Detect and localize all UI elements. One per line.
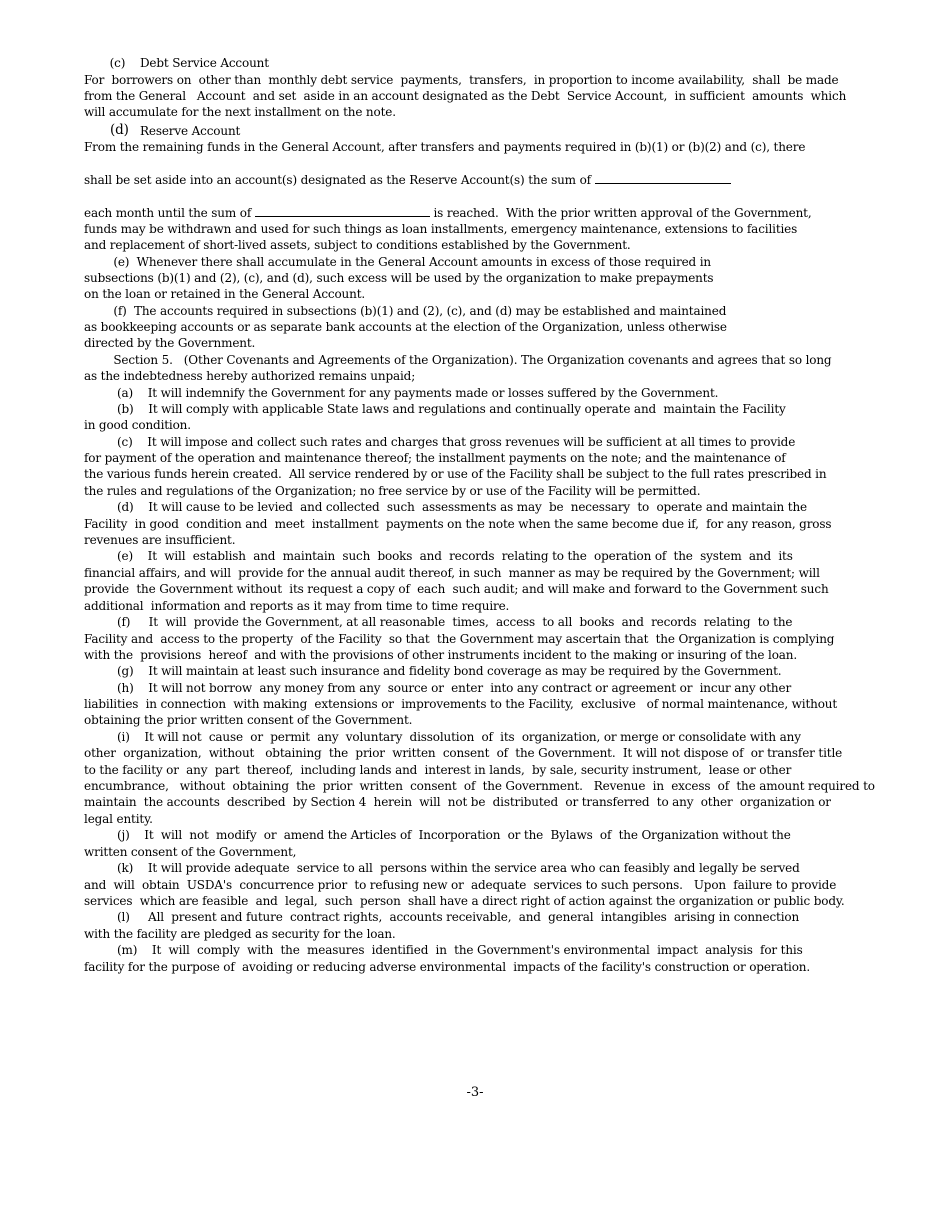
heading-reserve-account: Reserve Account — [140, 124, 241, 138]
text-line: in good condition. — [84, 418, 191, 432]
text-line: (a) It will indemnify the Government for any payments made or losses suffered by the Government. — [84, 386, 719, 400]
page-number: -3- — [466, 1085, 484, 1100]
text-line: encumbrance, without obtaining the prior written consent of the Government. Revenue in excess of the amount required to — [84, 779, 875, 793]
text-line: (h) It will not borrow any money from any source or enter into any contract or agreement or incur any other — [84, 681, 792, 695]
reserve-target-line — [84, 205, 812, 221]
text-fragment: each month until the sum of — [84, 206, 255, 220]
text-line: will accumulate for the next installment on the note. — [84, 105, 396, 119]
reserve-sum-line — [84, 172, 731, 188]
text-line: Facility in good condition and meet installment payments on the note when the same become due if, for any reason, gross — [84, 517, 832, 531]
text-line: financial affairs, and will provide for the annual audit thereof, in such manner as may be required by the Government; will — [84, 566, 820, 580]
text-line: (g) It will maintain at least such insurance and fidelity bond coverage as may be required by the Government. — [84, 664, 782, 678]
text-line: other organization, without obtaining the prior written consent of the Government. It will not dispose of or transfer title — [84, 746, 843, 760]
text-line: funds may be withdrawn and used for such things as loan installments, emergency maintenance, extensions to facilities — [84, 222, 798, 236]
text-line: (f) It will provide the Government, at all reasonable times, access to all books and records relating to the — [84, 615, 793, 629]
item-label-d: (d) — [110, 122, 129, 138]
heading-debt-service-account: (c) Debt Service Account — [84, 56, 269, 70]
text-line: liabilities in connection with making extensions or improvements to the Facility, exclusive of normal maintenance, without — [84, 697, 838, 711]
text-line: directed by the Government. — [84, 336, 256, 350]
text-line: on the loan or retained in the General Account. — [84, 287, 366, 301]
text-line: obtaining the prior written consent of the Government. — [84, 713, 413, 727]
text-line: (b) It will comply with applicable State laws and regulations and continually operate and maintain the Facility — [84, 402, 786, 416]
text-line: (m) It will comply with the measures identified in the Government's environmental impact analysis for this — [84, 943, 803, 957]
text-line: (d) It will cause to be levied and collected such assessments as may be necessary to operate and maintain the — [84, 500, 807, 514]
text-line: for payment of the operation and maintenance thereof; the installment payments on the note; and the maintenance of — [84, 451, 786, 465]
text-line: For borrowers on other than monthly debt service payments, transfers, in proportion to income availability, shall be made — [84, 73, 839, 87]
text-line: with the provisions hereof and with the provisions of other instruments incident to the making or insuring of the loan. — [84, 648, 798, 662]
text-line: to the facility or any part thereof, including lands and interest in lands, by sale, security instrument, lease or other — [84, 763, 792, 777]
text-line: as the indebtedness hereby authorized remains unpaid; — [84, 369, 416, 383]
text-line: Facility and access to the property of the Facility so that the Government may ascertain that the Organization is complying — [84, 632, 835, 646]
reserve-sum-blank — [595, 172, 731, 184]
text-line: facility for the purpose of avoiding or reducing adverse environmental impacts of the facility's construction or operation. — [84, 960, 811, 974]
text-line: maintain the accounts described by Section 4 herein will not be distributed or transferred to any other organization or — [84, 795, 831, 809]
text-line: legal entity. — [84, 812, 153, 826]
text-line: subsections (b)(1) and (2), (c), and (d), such excess will be used by the organization to make prepayments — [84, 271, 714, 285]
text-line: provide the Government without its request a copy of each such audit; and will make and forward to the Government such — [84, 582, 829, 596]
text-line: and replacement of short-lived assets, subject to conditions established by the Government. — [84, 238, 631, 252]
text-line: (f) The accounts required in subsections (b)(1) and (2), (c), and (d) may be established and maintained — [84, 304, 727, 318]
text-line: (i) It will not cause or permit any voluntary dissolution of its organization, or merge or consolidate with any — [84, 730, 801, 744]
text-line: and will obtain USDA's concurrence prior to refusing new or adequate services to such persons. Upon failure to provide — [84, 878, 837, 892]
text-line: from the General Account and set aside in an account designated as the Debt Service Account, in sufficient amounts which — [84, 89, 847, 103]
text-line: (j) It will not modify or amend the Articles of Incorporation or the Bylaws of the Organization without the — [84, 828, 791, 842]
text-line: From the remaining funds in the General Account, after transfers and payments required in (b)(1) or (b)(2) and (c), there — [84, 140, 806, 154]
text-line: (l) All present and future contract rights, accounts receivable, and general intangibles arising in connection — [84, 910, 800, 924]
text-line: the various funds herein created. All service rendered by or use of the Facility shall be subject to the full rates prescribed in — [84, 467, 827, 481]
text-line: with the facility are pledged as security for the loan. — [84, 927, 396, 941]
text-line: (e) It will establish and maintain such books and records relating to the operation of the system and its — [84, 549, 793, 563]
text-line: additional information and reports as it may from time to time require. — [84, 599, 510, 613]
text-line: (c) It will impose and collect such rates and charges that gross revenues will be sufficient at all times to provide — [84, 435, 796, 449]
text-fragment: shall be set aside into an account(s) designated as the Reserve Account(s) the sum of — [84, 173, 595, 187]
text-line: the rules and regulations of the Organization; no free service by or use of the Facility will be permitted. — [84, 484, 701, 498]
text-line: as bookkeeping accounts or as separate bank accounts at the election of the Organization, unless otherwise — [84, 320, 727, 334]
text-fragment: is reached. With the prior written approval of the Government, — [429, 206, 812, 220]
section-5-heading: Section 5. (Other Covenants and Agreements of the Organization). The Organization covenants and agrees that so long — [84, 353, 832, 367]
reserve-target-blank — [255, 205, 430, 217]
text-line: (k) It will provide adequate service to all persons within the service area who can feasibly and legally be served — [84, 861, 800, 875]
text-line: written consent of the Government, — [84, 845, 297, 859]
text-line: revenues are insufficient. — [84, 533, 236, 547]
text-line: services which are feasible and legal, such person shall have a direct right of action against the organization or public body. — [84, 894, 845, 908]
text-line: (e) Whenever there shall accumulate in the General Account amounts in excess of those required in — [84, 255, 711, 269]
